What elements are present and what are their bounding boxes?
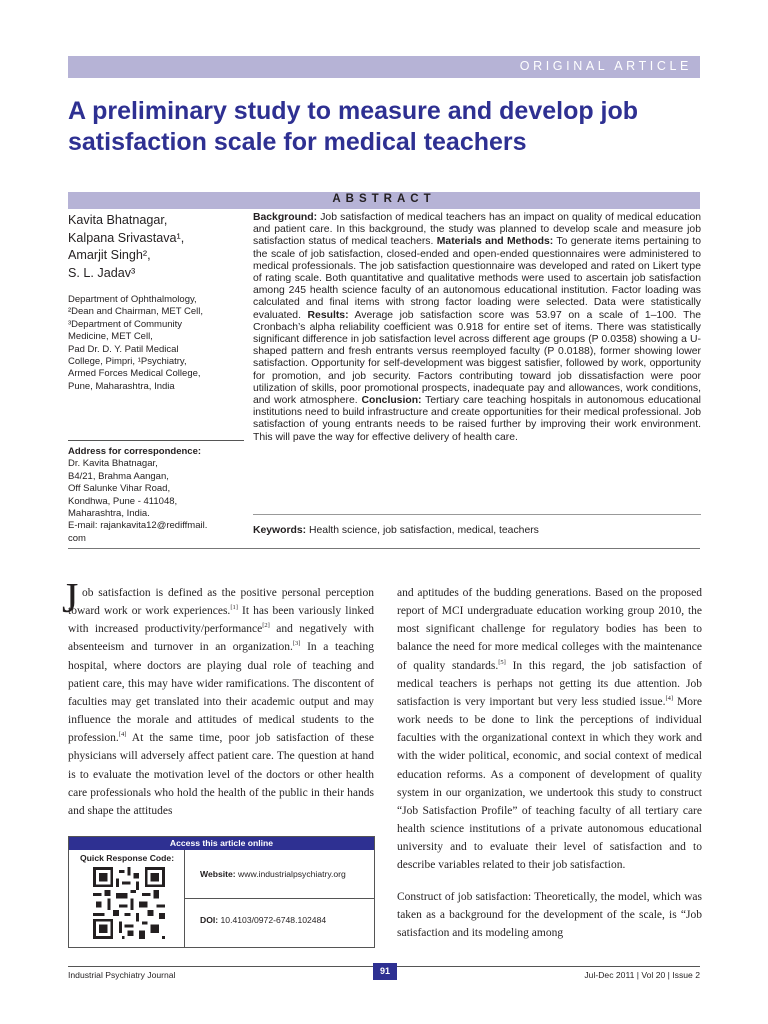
keywords-text: Health science, job satisfaction, medical, teachers: [306, 525, 539, 536]
correspondence-line: B4/21, Brahma Aangan,: [68, 470, 169, 482]
abstract-banner: [68, 192, 700, 209]
body-text-run: In this regard, the job satisfaction of medical teachers is perhaps not getting its due attention. Job satisfaction is very important but very less studied issue.: [397, 659, 703, 708]
correspondence-heading: Address for correspondence:: [68, 446, 202, 457]
footer-journal: Industrial Psychiatry Journal: [68, 970, 176, 980]
access-online-box: [68, 836, 375, 948]
citation-ref[interactable]: [4]: [665, 694, 674, 702]
body-text-run: More work needs to be done to link the perceptions of individual faculties with the organizational context in which they work and with the wider political, economic, and social context of medical education reforms. As a component of development of quality system in our organization, we undertook this study to construct “Job Satisfaction Profile” of teaching faculty of all tertiary care health science institutions of a private autonomous educational university and to evaluate their level of satisfaction and to describe variables related to their job satisfaction.: [397, 695, 702, 872]
article-type-label: ORIGINAL ARTICLE: [519, 59, 692, 73]
dropcap: J: [62, 576, 79, 622]
affiliation-line: ²Dean and Chairman, MET Cell,: [68, 306, 203, 318]
abstract-results: Average job satisfaction score was 53.97 on a scale of 1–100. The Cronbach’s alpha reliability coefficient was 0.918 for entire set of items. There was statistically significant difference in job satisfaction level across different age groups (P 0.0358) showing a U-shaped pattern and fresh entrants versus reemployed faculty (P 0.0188), former showing lower satisfaction. Opportunity for self-development was biggest satisfier, followed by work, opportunity for promotion, and job security. Factors contributing toward job dissatisfaction were poor utilization of skills, poor promotional prospects, inadequate pay and allowances, work conditions, and work atmosphere.: [253, 309, 701, 407]
keywords-divider: [253, 514, 701, 515]
author-list: [68, 212, 248, 282]
correspondence-line: Maharashtra, India.: [68, 508, 150, 520]
affiliations: [68, 294, 244, 393]
body-text-run: At the same time, poor job satisfaction of these physicians will adversely affect patient care. The question at hand is to evaluate the motivation level of the doctors or other health care professionals who hold the health of the public in their hands and shape the attitudes: [68, 732, 374, 817]
affiliation-line: Pune, Maharashtra, India: [68, 380, 175, 392]
qr-code-icon[interactable]: [93, 867, 165, 939]
qr-label: Quick Response Code:: [80, 853, 175, 863]
body-text-run: ob satisfaction is defined as the positive personal perception toward work or work experiences.: [68, 587, 374, 618]
body-paragraph: Construct of job satisfaction: Theoretically, the model, which was taken as a background for the development of the scale, is “Job satisfaction and its modeling among: [397, 890, 702, 939]
correspondence-address: [68, 446, 246, 545]
correspondence-email-tail[interactable]: com: [68, 532, 86, 544]
affiliation-line: Pad Dr. D. Y. Patil Medical: [68, 343, 179, 355]
author-name: S. L. Jadav³: [68, 265, 136, 280]
abstract-methods: To generate items pertaining to the scale of job satisfaction, closed-ended and open-ended questionnaires were administered to medical professionals. The job satisfaction questionnaire was developed and rated on Likert type of rating scale. Both quantitative and qualitative methods were used to ascertain job satisfaction among 245 health science faculty of an autonomous educational institution. Factor loading was calculated and final items with strong factor loading were selected. Data were statistically evaluated.: [253, 236, 701, 321]
affiliation-line: Armed Forces Medical College,: [68, 368, 201, 380]
abstract-results-label: Results:: [307, 309, 349, 321]
doi[interactable]: [200, 915, 326, 925]
abstract-methods-label: Materials and Methods:: [436, 236, 554, 248]
footer-issue: Jul-Dec 2011 | Vol 20 | Issue 2: [584, 970, 700, 980]
author-name: Kavita Bhatnagar,: [68, 213, 168, 227]
affiliation-line: Department of Ophthalmology,: [68, 294, 197, 305]
correspondence-divider: [68, 440, 244, 441]
body-column-left: [68, 584, 374, 820]
author-name: Kalpana Srivastava¹,: [68, 230, 185, 245]
correspondence-email[interactable]: E-mail: rajankavita12@rediffmail.: [68, 520, 208, 532]
body-column-right: [397, 584, 702, 955]
website-cell: [185, 850, 374, 899]
body-paragraph: [397, 584, 702, 875]
abstract-heading: ABSTRACT: [332, 193, 436, 205]
keywords-label: Keywords:: [253, 525, 307, 536]
body-text-run: It has been variously linked with increased productivity/performance: [68, 605, 374, 636]
page-number: 91: [373, 963, 397, 980]
citation-ref[interactable]: [3]: [292, 640, 301, 648]
abstract-text: [253, 212, 701, 444]
website-label: Website:: [200, 869, 236, 879]
body-text-run: and negatively with absenteeism and turnover in an organization.: [68, 623, 375, 654]
body-text-run: In a teaching hospital, where doctors are playing dual role of teaching and patient care, this may have wider ramifications. The discontent of faculties may get translated into their academic output and may influence the morale and attitudes of medical students to the profession.: [68, 641, 374, 745]
doi-label: DOI:: [200, 915, 219, 925]
qr-cell: [69, 850, 185, 947]
article-type-banner: [68, 56, 700, 78]
correspondence-line: Dr. Kavita Bhatnagar,: [68, 458, 158, 470]
citation-ref[interactable]: [4]: [118, 731, 127, 739]
citation-ref[interactable]: [1]: [230, 604, 238, 612]
abstract-conclusion: Tertiary care teaching hospitals in autonomous educational institutions need to build infrastructure and create opportunities for their medical professional. Job satisfaction of young entrants needs to be raised further by improving their work environment. This will pave the way for effective delivery of health care.: [253, 395, 701, 443]
correspondence-line: Off Salunke Vihar Road,: [68, 483, 171, 495]
doi-value[interactable]: 10.4103/0972-6748.102484: [218, 915, 327, 925]
body-text-run: and aptitudes of the budding generations. Based on the proposed report of MCI undergraduate education working group 2010, the most significant challenge for regulatory bodies has been to balance the need for more medical colleges with the maintenance of quality standards.: [397, 587, 702, 672]
author-name: Amarjit Singh²,: [68, 248, 151, 262]
website-link[interactable]: [200, 869, 346, 879]
abstract-background: Job satisfaction of medical teachers has an impact on quality of medical education and patient care. In this background, the study was planned to develop scale and measure job satisfaction status of medical teachers.: [253, 212, 701, 248]
correspondence-line: Kondhwa, Pune - 411048,: [68, 495, 178, 507]
article-title: A preliminary study to measure and develop job satisfaction scale for medical teachers: [68, 97, 639, 156]
keywords: [253, 525, 701, 536]
website-url[interactable]: www.industrialpsychiatry.org: [235, 869, 346, 879]
abstract-background-label: Background:: [253, 212, 318, 223]
header-divider: [68, 548, 700, 549]
affiliation-line: Medicine, MET Cell,: [68, 331, 153, 343]
citation-ref[interactable]: [5]: [498, 658, 506, 666]
abstract-conclusion-label: Conclusion:: [361, 395, 422, 407]
body-paragraph: [68, 584, 374, 820]
affiliation-line: College, Pimpri, ¹Psychiatry,: [68, 356, 187, 368]
access-online-heading: Access this article online: [69, 837, 374, 850]
citation-ref[interactable]: [2]: [262, 622, 270, 630]
affiliation-line: ³Department of Community: [68, 318, 183, 330]
